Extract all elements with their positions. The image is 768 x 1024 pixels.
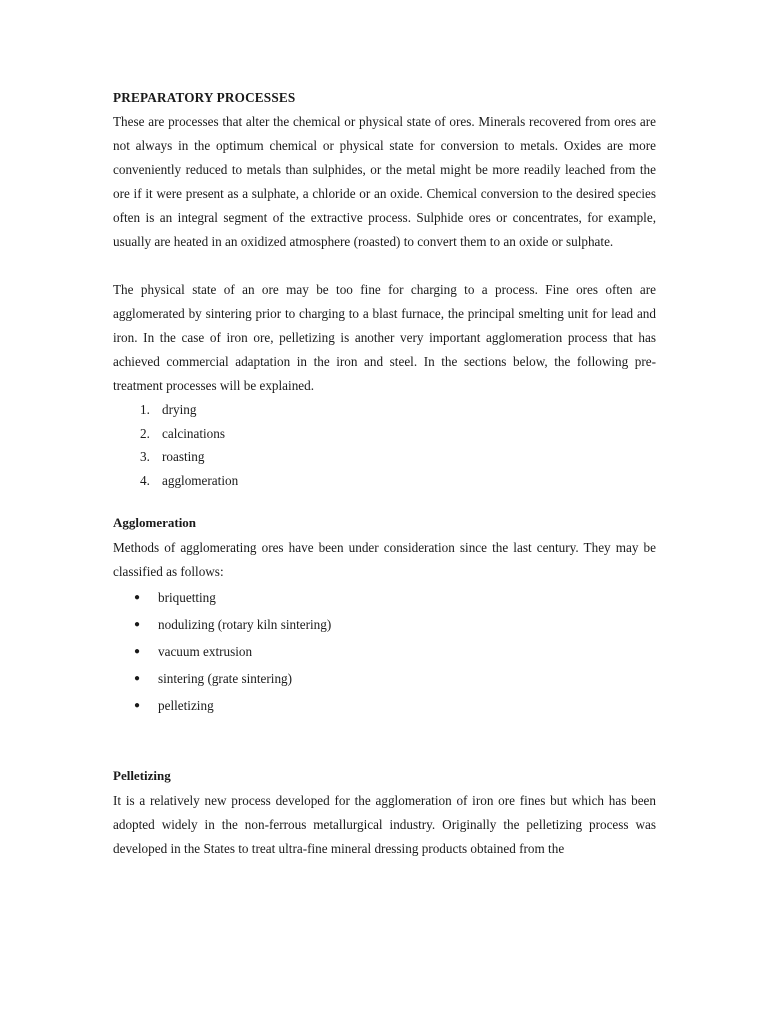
list-number: 4. xyxy=(140,472,150,488)
agglomeration-heading: Agglomeration xyxy=(113,515,197,530)
section-spacer xyxy=(113,719,656,763)
list-item-label: roasting xyxy=(162,449,205,464)
intro-paragraph-1: These are processes that alter the chemical or physical state of ores. Minerals recovered from ores are not always in the optimum chemical or physical state for conversion to metals. Oxides are more conveniently reduced to metals than sulphides, or the metal might be more readily leached from the ore if it were present as a sulphate, a chloride or an oxide. Chemical conversion to the desired species often is an integral segment of the extractive process. Sulphide ores or concentrates, for example, usually are heated in an oxidized atmosphere (roasted) to convert them to an oxide or sulphate. xyxy=(113,114,656,249)
list-item xyxy=(140,422,656,446)
list-item xyxy=(140,398,656,422)
bullet-icon: ● xyxy=(134,592,141,603)
bullet-icon: ● xyxy=(134,673,141,684)
list-item-label: briquetting xyxy=(158,590,216,605)
list-item xyxy=(134,665,656,692)
list-item xyxy=(134,584,656,611)
list-item xyxy=(134,638,656,665)
list-item xyxy=(134,611,656,638)
section-spacer xyxy=(113,492,656,510)
list-number: 3. xyxy=(140,449,150,464)
paragraph-spacer xyxy=(113,254,656,278)
list-number: 1. xyxy=(140,402,150,417)
list-item xyxy=(140,469,656,493)
list-item xyxy=(140,445,656,469)
list-item xyxy=(134,692,656,719)
list-item-label: pelletizing xyxy=(158,698,214,713)
bullet-icon: ● xyxy=(134,700,141,711)
page-title: PREPARATORY PROCESSES xyxy=(113,90,296,105)
bullet-icon: ● xyxy=(134,619,141,630)
document-page xyxy=(113,86,656,861)
bullet-icon: ● xyxy=(134,646,141,657)
list-item-label: nodulizing (rotary kiln sintering) xyxy=(158,617,332,632)
list-item-label: drying xyxy=(162,402,197,417)
list-item-label: agglomeration xyxy=(162,472,239,488)
list-item-label: vacuum extrusion xyxy=(158,644,253,659)
list-number: 2. xyxy=(140,425,150,441)
list-item-label: sintering (grate sintering) xyxy=(158,671,293,686)
agglomeration-paragraph: Methods of agglomerating ores have been under consideration since the last century. They may be classified as follows: xyxy=(113,540,656,579)
list-item-label: calcinations xyxy=(162,425,225,441)
pelletizing-heading: Pelletizing xyxy=(113,768,171,783)
intro-paragraph-2: The physical state of an ore may be too fine for charging to a process. Fine ores often are agglomerated by sintering prior to charging to a blast furnace, the principal smelting unit for lead and iron. In the case of iron ore, pelletizing is another very important agglomeration process that has achieved commercial adaptation in the iron and steel. In the sections below, the following pre-treatment processes will be explained. xyxy=(113,282,656,393)
pelletizing-paragraph: It is a relatively new process developed for the agglomeration of iron ore fines but which has been adopted widely in the non-ferrous metallurgical industry. Originally the pelletizing process was developed in the States to treat ultra-fine mineral dressing products obtained from the xyxy=(113,793,656,856)
agglomeration-methods-list xyxy=(113,584,656,719)
pretreatment-steps-list xyxy=(113,398,656,492)
